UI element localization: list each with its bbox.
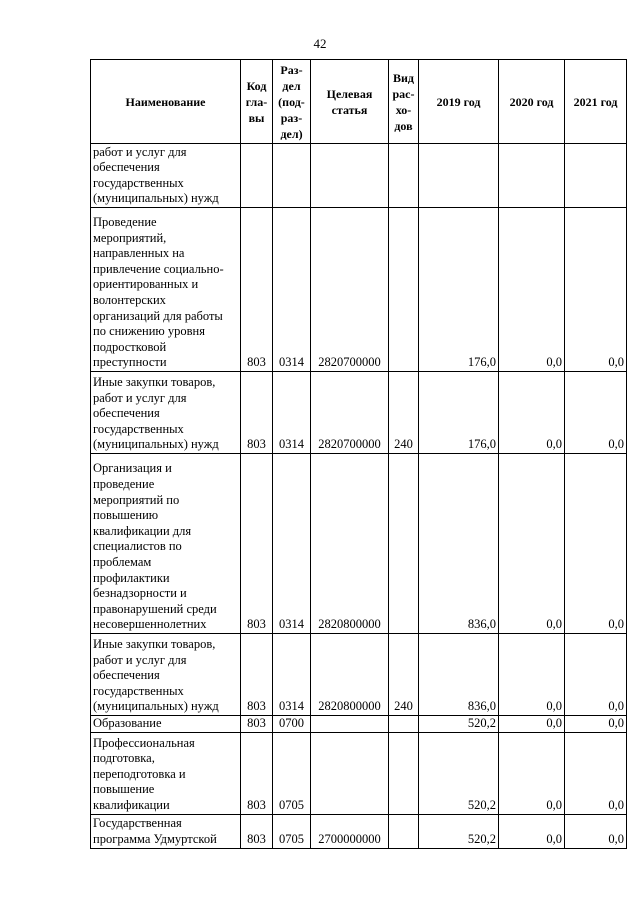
row-section: 0314 — [273, 372, 311, 454]
row-2020: 0,0 — [499, 634, 565, 716]
row-2020: 0,0 — [499, 454, 565, 634]
row-2019: 176,0 — [419, 208, 499, 372]
table-row — [91, 814, 627, 848]
row-2021: 0,0 — [565, 208, 627, 372]
table-row — [91, 732, 627, 814]
row-code: 803 — [241, 454, 273, 634]
row-code: 803 — [241, 716, 273, 733]
row-article: 2820800000 — [311, 634, 389, 716]
table-row — [91, 716, 627, 733]
row-2021: 0,0 — [565, 716, 627, 733]
row-name: работ и услуг для обеспечения государственных (муниципальных) нужд — [91, 144, 241, 208]
row-type — [389, 208, 419, 372]
row-section: 0314 — [273, 454, 311, 634]
row-2020: 0,0 — [499, 814, 565, 848]
row-article: 2820800000 — [311, 454, 389, 634]
row-type: 240 — [389, 372, 419, 454]
table-row — [91, 372, 627, 454]
row-name: Образование — [91, 716, 241, 733]
row-article — [311, 732, 389, 814]
row-section: 0705 — [273, 732, 311, 814]
row-2020: 0,0 — [499, 208, 565, 372]
column-header-2019: 2019 год — [419, 60, 499, 144]
row-section — [273, 144, 311, 208]
row-name: Организация и проведение мероприятий по повышению квалификации для специалистов по проблемам профилактики безнадзорности и правонарушений среди несовершеннолетних — [91, 454, 241, 634]
row-type: 240 — [389, 634, 419, 716]
row-name: Проведение мероприятий, направленных на привлечение социально- ориентированных и волонтерских организаций для работы по снижению уровня подростковой преступности — [91, 208, 241, 372]
row-2021: 0,0 — [565, 814, 627, 848]
row-type — [389, 814, 419, 848]
column-header-article: Целевая статья — [311, 60, 389, 144]
row-article: 2700000000 — [311, 814, 389, 848]
column-header-name: Наименование — [91, 60, 241, 144]
row-code: 803 — [241, 634, 273, 716]
row-type — [389, 144, 419, 208]
row-name: Государственная программа Удмуртской — [91, 814, 241, 848]
row-type — [389, 454, 419, 634]
row-code — [241, 144, 273, 208]
row-section: 0700 — [273, 716, 311, 733]
page-number: 42 — [313, 36, 327, 51]
table-row — [91, 208, 627, 372]
table-row — [91, 454, 627, 634]
row-2020: 0,0 — [499, 372, 565, 454]
row-article: 2820700000 — [311, 372, 389, 454]
row-2021 — [565, 144, 627, 208]
row-2019: 520,2 — [419, 716, 499, 733]
row-2019: 520,2 — [419, 814, 499, 848]
row-name: Иные закупки товаров, работ и услуг для обеспечения государственных (муниципальных) нужд — [91, 634, 241, 716]
row-2020 — [499, 144, 565, 208]
row-2021: 0,0 — [565, 454, 627, 634]
budget-table — [90, 59, 627, 849]
column-header-code: Код гла- вы — [241, 60, 273, 144]
row-2020: 0,0 — [499, 716, 565, 733]
table-row — [91, 144, 627, 208]
column-header-2021: 2021 год — [565, 60, 627, 144]
row-article: 2820700000 — [311, 208, 389, 372]
table-row — [91, 634, 627, 716]
column-header-type: Вид рас- хо- дов — [389, 60, 419, 144]
row-article — [311, 144, 389, 208]
row-code: 803 — [241, 372, 273, 454]
row-2020: 0,0 — [499, 732, 565, 814]
column-header-2020: 2020 год — [499, 60, 565, 144]
row-name: Иные закупки товаров, работ и услуг для обеспечения государственных (муниципальных) нужд — [91, 372, 241, 454]
row-type — [389, 732, 419, 814]
row-type — [389, 716, 419, 733]
row-2019: 176,0 — [419, 372, 499, 454]
row-article — [311, 716, 389, 733]
header-row — [91, 60, 627, 144]
row-code: 803 — [241, 814, 273, 848]
row-section: 0705 — [273, 814, 311, 848]
row-section: 0314 — [273, 208, 311, 372]
row-2019: 836,0 — [419, 634, 499, 716]
column-header-section: Раз- дел (под- раз- дел) — [273, 60, 311, 144]
row-2019 — [419, 144, 499, 208]
row-name: Профессиональная подготовка, переподготовка и повышение квалификации — [91, 732, 241, 814]
row-code: 803 — [241, 208, 273, 372]
row-2021: 0,0 — [565, 732, 627, 814]
row-code: 803 — [241, 732, 273, 814]
row-section: 0314 — [273, 634, 311, 716]
row-2019: 520,2 — [419, 732, 499, 814]
row-2021: 0,0 — [565, 634, 627, 716]
row-2021: 0,0 — [565, 372, 627, 454]
row-2019: 836,0 — [419, 454, 499, 634]
